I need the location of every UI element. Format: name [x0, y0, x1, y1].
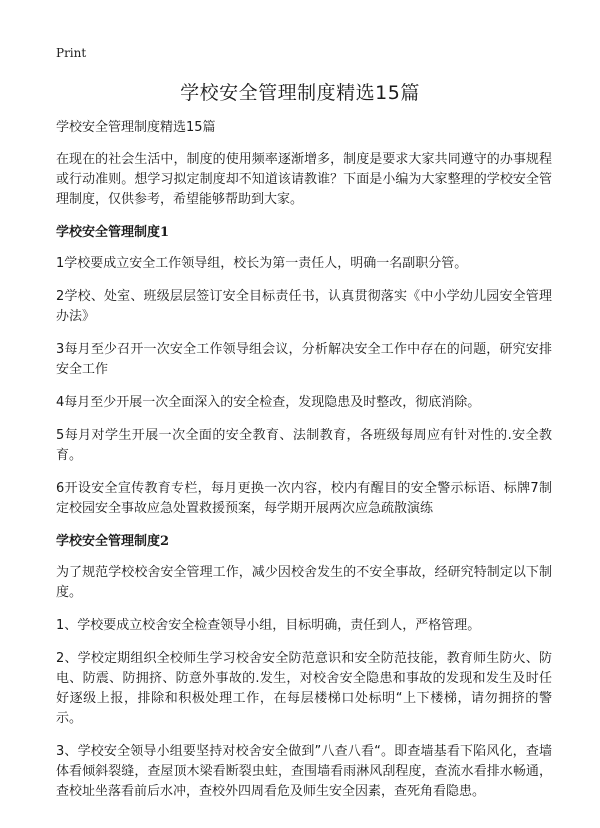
list-item: 6开设安全宣传教育专栏，每月更换一次内容，校内有醒目的安全警示标语、标牌7制定校园安全事故应急处置救援预案，每学期开展两次应急疏散演练 [56, 481, 552, 516]
document-subtitle: 学校安全管理制度精选15篇 [56, 120, 216, 135]
print-link[interactable]: Print [56, 46, 87, 60]
section-heading: 学校安全管理制度2 [56, 534, 170, 549]
list-item: 1学校要成立安全工作领导组，校长为第一责任人，明确一名副职分管。 [56, 256, 468, 271]
document-body [56, 118, 552, 815]
list-item: 1、学校要成立校舍安全检查领导小组，目标明确，责任到人，严格管理。 [56, 618, 481, 633]
section-heading: 学校安全管理制度1 [56, 225, 170, 240]
list-item: 2学校、处室、班级层层签订安全目标责任书，认真贯彻落实《中小学幼儿园安全管理办法》 [56, 289, 552, 324]
list-item: 5每月对学生开展一次全面的安全教育、法制教育，各班级每周应有针对性的.安全教育。 [56, 428, 552, 463]
list-item: 3、学校安全领导小组要坚持对校舍安全做到”八查八看“。即查墙基看下陷风化，查墙体看倾斜裂缝，查屋顶木梁看断裂虫蛀，查围墙看雨淋风刮程度，查流水看排水畅通，查校址坐落看前后水冲，查校外四周看危及师生安全因素，查死角看隐患。 [56, 744, 552, 799]
section-intro: 为了规范学校校舍安全管理工作，减少因校舍发生的不安全事故，经研究特制定以下制度。 [56, 565, 552, 600]
list-item: 2、学校定期组织全校师生学习校舍安全防范意识和安全防范技能，教育师生防火、防电、防震、防拥挤、防意外事故的.发生，对校舍安全隐患和事故的发现和发生及时任好逐级上报，排除和积极处理工作，在每层楼梯口处标明“上下楼梯，请勿拥挤的警示。 [56, 651, 552, 726]
intro-paragraph: 在现在的社会生活中，制度的使用频率逐渐增多，制度是要求大家共同遵守的办事规程或行动准则。想学习拟定制度却不知道该请教谁？下面是小编为大家整理的学校安全管理制度，仅供参考，希望能够帮助到大家。 [56, 152, 552, 207]
list-item: 4每月至少开展一次全面深入的安全检查，发现隐患及时整改，彻底消除。 [56, 395, 481, 410]
document-title: 学校安全管理制度精选15篇 [180, 82, 420, 104]
list-item: 3每月至少召开一次安全工作领导组会议，分析解决安全工作中存在的问题，研究安排安全工作 [56, 342, 552, 377]
